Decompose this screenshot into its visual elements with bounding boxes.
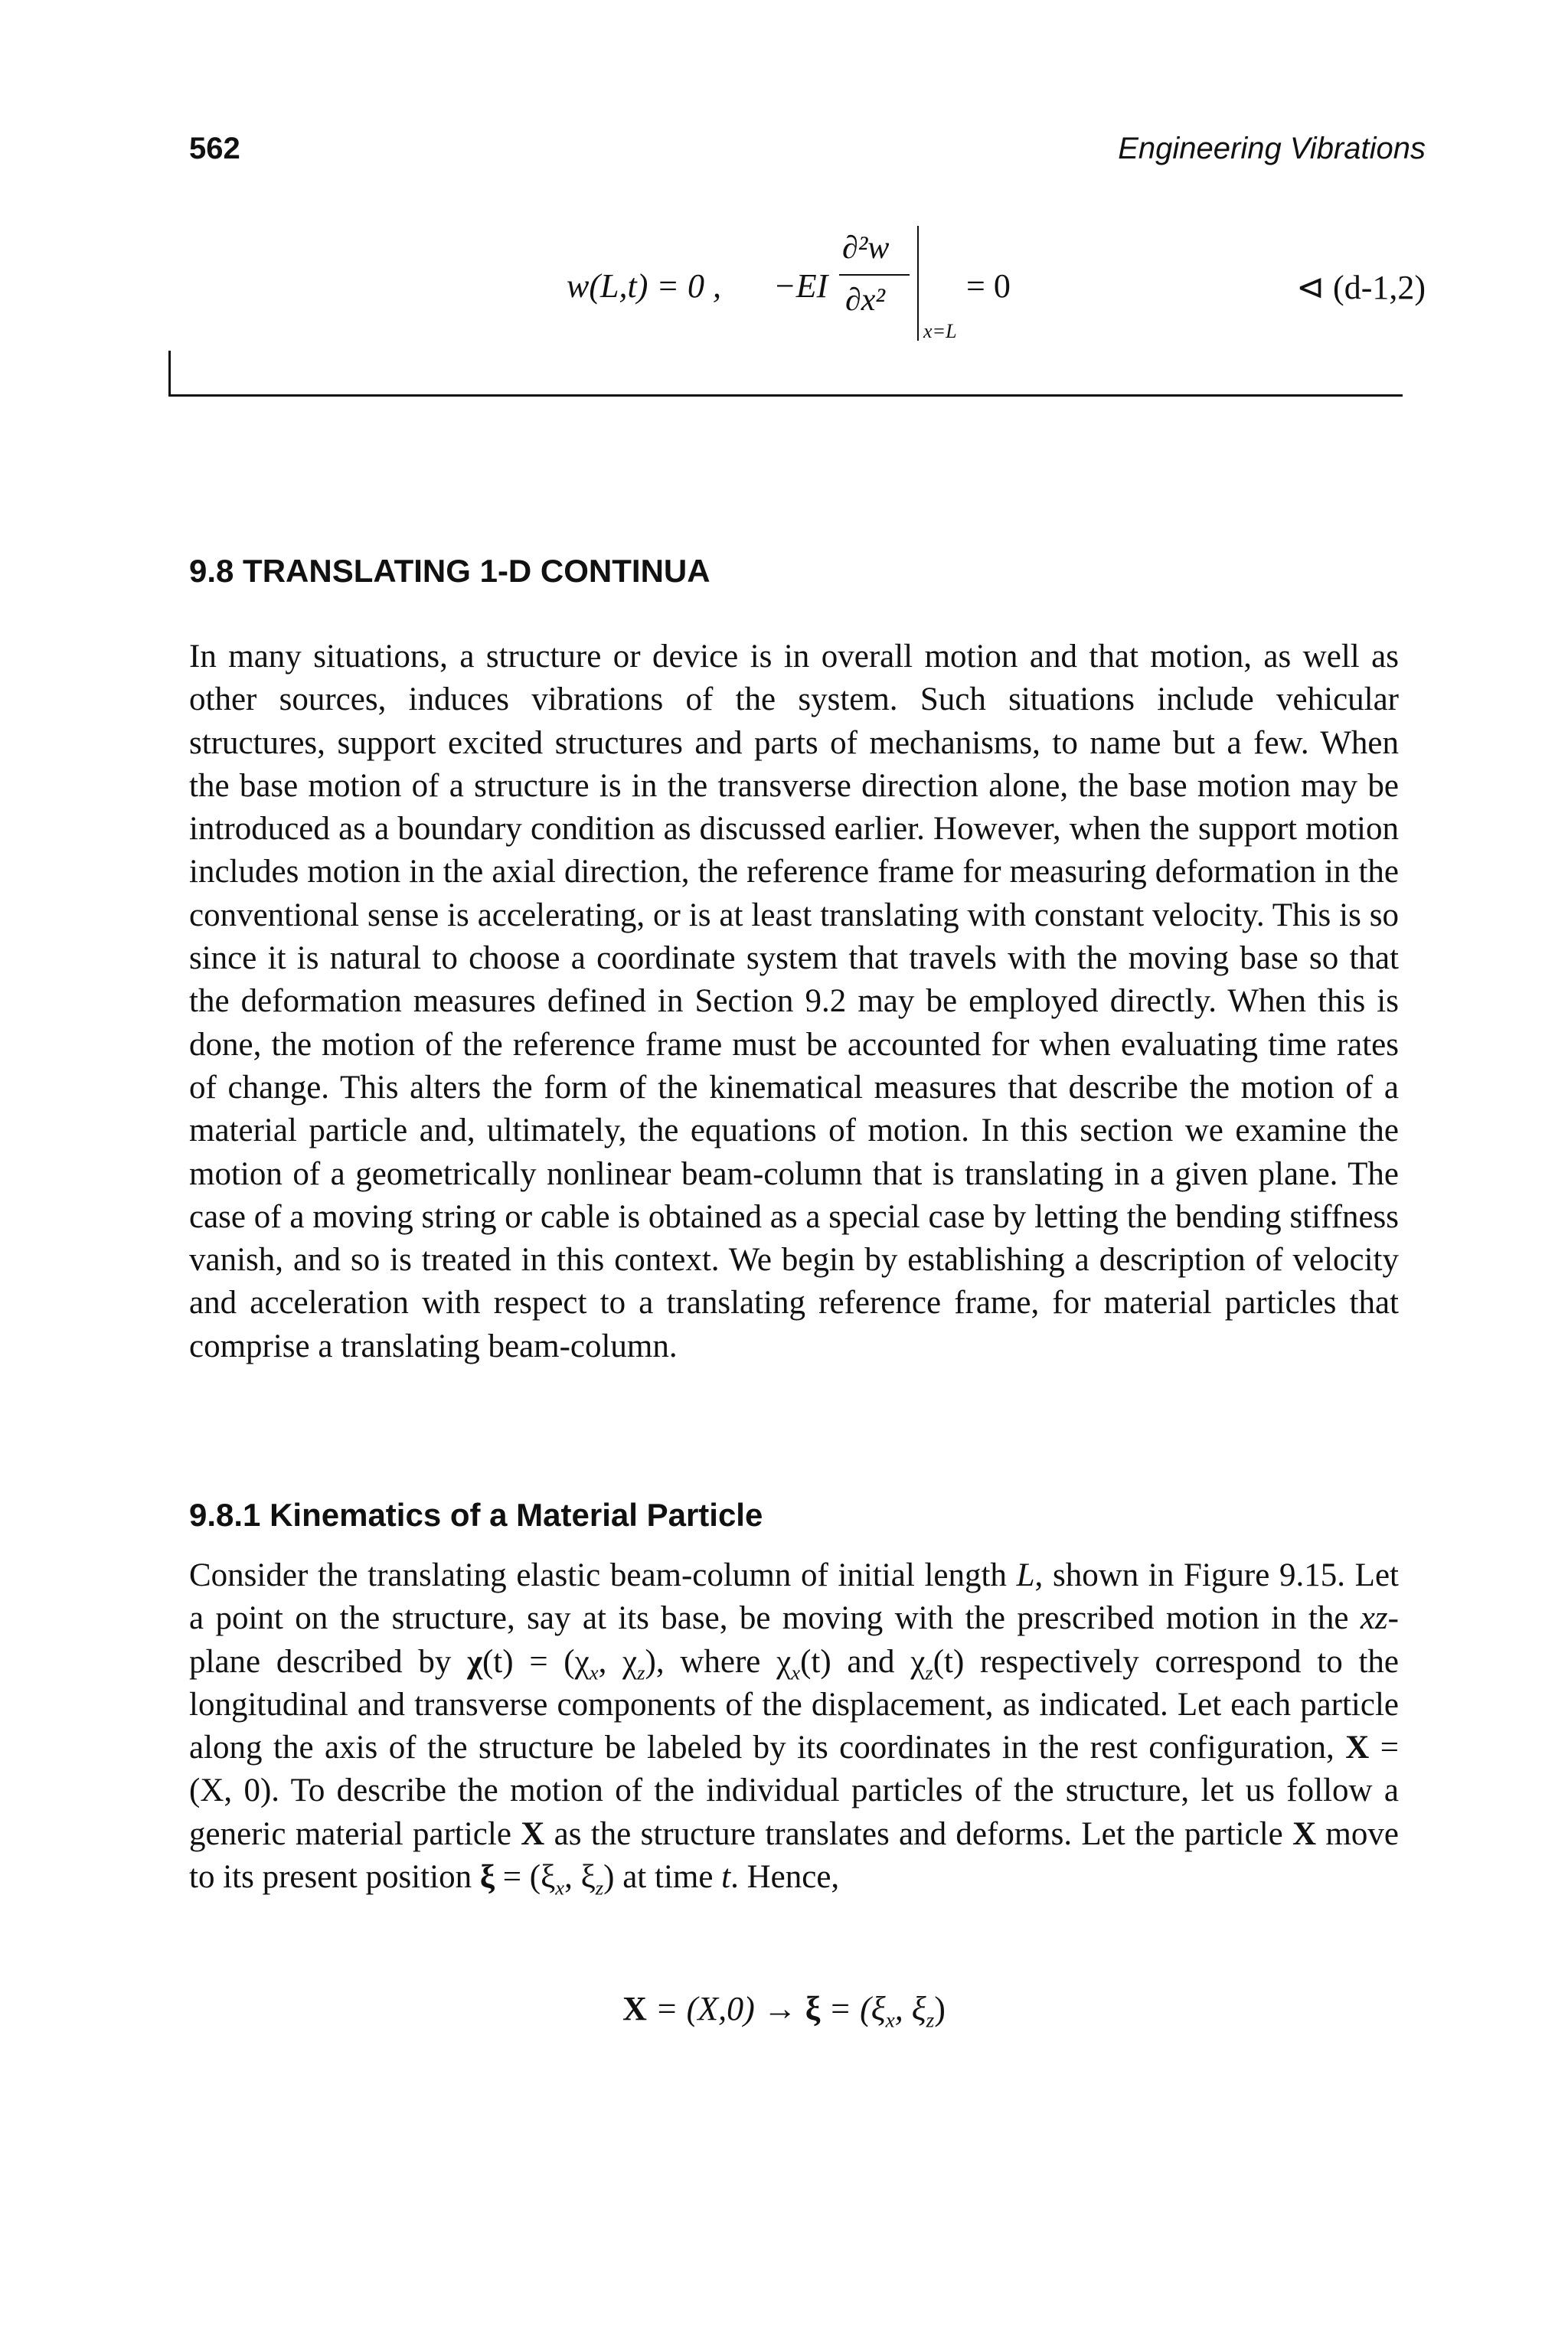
equation-particle-mapping: $X = (X,0) \to \xi = (\xi_x$, $\xi_z$) [622, 1990, 946, 2032]
example-end-rule-horizontal [168, 394, 1403, 397]
equation-label: ⊲ (d-1,2) [1296, 269, 1426, 306]
page-number: 562 [189, 132, 240, 165]
equation-part-2-rhs: = 0 [966, 267, 1011, 305]
equation-part-1: w(L,t) = 0 , [567, 267, 722, 305]
fraction-bar [839, 274, 910, 276]
subsection-paragraph: Consider the translating elastic beam-column of initial length L, shown in Figure 9.15. Let a point on the structure, say at its base, be moving with the prescribed motion in the xz-plane described by $\chi(t) = (\chi_x$, $\chi_z$), where $\chi_x(t)$ and $\chi_z(t)$ respectively correspond to the longitudinal and transverse components of the displacement, as indicated. Let each particle along the axis of the structure be labeled by its coordinates in the rest configuration, X = (X, 0). To describe the motion of the individual particles of the structure, let us follow a generic material particle X as the structure translates and deforms. Let the particle X move to its present position $\xi = (\xi_x$, $\xi_z$) at time t. Hence, [189, 1557, 1400, 1900]
subsection-heading: 9.8.1 Kinematics of a Material Particle [189, 1497, 763, 1533]
fraction-denominator: ∂x² [845, 283, 885, 318]
section-heading: 9.8 TRANSLATING 1-D CONTINUA [189, 553, 710, 589]
section-paragraph: In many situations, a structure or device is in overall motion and that motion, as well as other sources, induces vibrations of the system. Such situations include vehicular structures, support excited structures and parts of mechanisms, to name but a few. When the base motion of a structure is in the transverse direction alone, the base motion may be introduced as a boundary condition as discussed earlier. However, when the support motion includes motion in the axial direction, the reference frame for measuring deformation in the conventional sense is accelerating, or is at least translating with constant velocity. This is so since it is natural to choose a coordinate system that travels with the moving base so that the deformation measures defined in Section 9.2 may be employed directly. When this is done, the motion of the reference frame must be accounted for when evaluating time rates of change. This alters the form of the kinematical measures that describe the motion of a material particle and, ultimately, the equations of motion. In this section we examine the motion of a geometrically nonlinear beam-column that is translating in a given plane. The case of a moving string or cable is obtained as a special case by letting the bending stiffness vanish, and so is treated in this context. We begin by establishing a description of velocity and acceleration with respect to a translating reference frame, for material particles that comprise a translating beam-column. [189, 639, 1399, 1364]
equation-part-2-prefix: −EI [773, 267, 828, 305]
example-end-rule-vertical [168, 351, 171, 397]
fraction-numerator: ∂²w [842, 230, 890, 266]
running-header-title: Engineering Vibrations [1118, 132, 1426, 165]
evaluation-point: x=L [923, 320, 957, 342]
evaluation-bar [917, 226, 919, 341]
